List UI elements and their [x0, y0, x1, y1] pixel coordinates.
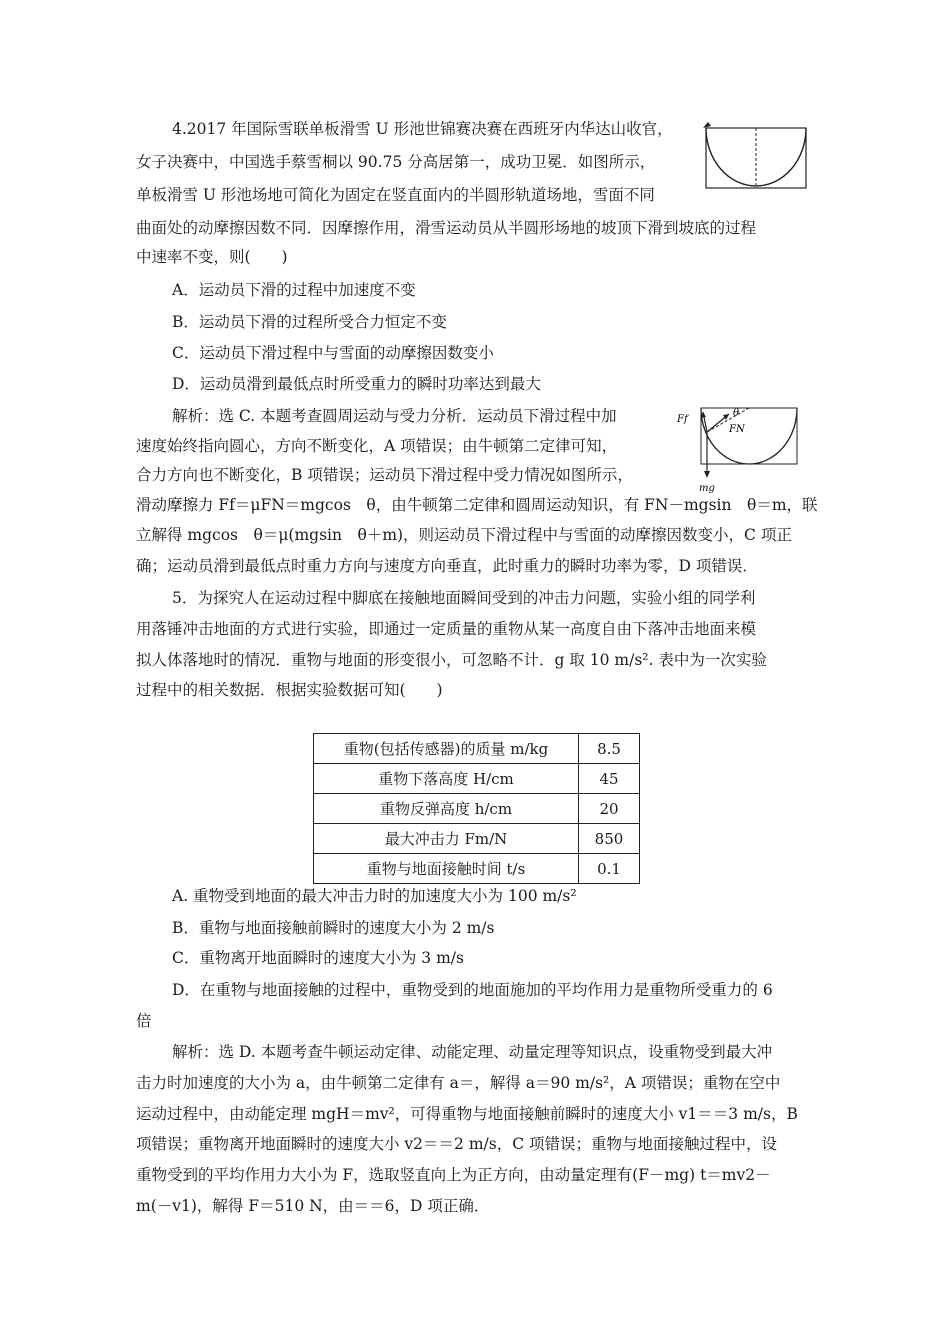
table-value-cell: 20: [579, 794, 640, 824]
q4-option-a: A．运动员下滑的过程中加速度不变: [172, 281, 416, 299]
q5-analysis-line-2: 击力时加速度的大小为 a，由牛顿第二定律有 a＝，解得 a＝90 m/s²，A 项错误；重物在空中: [136, 1074, 781, 1092]
q4-analysis-line-3: 合力方向也不断变化，B 项错误；运动员下滑过程中受力情况如图所示，: [136, 466, 633, 484]
q4-analysis-line-5: 立解得 mgcos θ＝μ(mgsin θ＋m)，则运动员下滑过程中与雪面的动摩擦因数变小，C 项正: [136, 526, 792, 544]
q5-stem-line-2: 用落锤冲击地面的方式进行实验，即通过一定质量的重物从某一高度自由下落冲击地面来模: [136, 620, 757, 638]
q5-stem-line-1: 5．为探究人在运动过程中脚底在接触地面瞬间受到的冲击力问题，实验小组的同学利: [172, 589, 756, 607]
q5-analysis-line-4: 项错误；重物离开地面瞬时的速度大小 v2＝＝2 m/s，C 项错误；重物与地面接触过程中，设: [136, 1135, 777, 1153]
table-value-cell: 0.1: [579, 854, 640, 884]
q5-option-d: D．在重物与地面接触的过程中，重物受到的地面施加的平均作用力是重物所受重力的 6: [172, 981, 773, 999]
q5-analysis-line-1: 解析：选 D. 本题考查牛顿运动定律、动能定理、动量定理等知识点，设重物受到最大冲: [172, 1043, 773, 1061]
table-value-cell: 8.5: [579, 734, 640, 764]
q4-analysis-line-4: 滑动摩擦力 Ff＝μFN＝mgcos θ，由牛顿第二定律和圆周运动知识，有 FN－mgsin θ＝m，联: [136, 496, 818, 514]
q5-stem-line-3: 拟人体落地时的情况．重物与地面的形变很小，可忽略不计．g 取 10 m/s². 表中为一次实验: [136, 651, 767, 669]
table-row: [314, 824, 640, 854]
q4-analysis-line-6: 确；运动员滑到最低点时重力方向与速度方向垂直，此时重力的瞬时功率为零，D 项错误．: [136, 557, 758, 575]
q4-analysis-line-1: 解析：选 C. 本题考查圆周运动与受力分析．运动员下滑过程中加: [172, 407, 617, 425]
normal-force-label: FN: [729, 424, 745, 435]
angle-label: θ: [733, 408, 740, 419]
table-row: [314, 854, 640, 884]
q5-analysis-line-6: m(－v1)，解得 F＝510 N，由＝＝6，D 项正确．: [136, 1197, 490, 1215]
skier-icon: [703, 122, 711, 128]
q5-stem-line-4: 过程中的相关数据．根据实验数据可知( ): [136, 681, 443, 699]
table-value-cell: 850: [579, 824, 640, 854]
q4-analysis-line-2: 速度始终指向圆心，方向不断变化，A 项错误；由牛顿第二定律可知，: [136, 437, 618, 455]
table-quantity-cell: 重物下落高度 H/cm: [314, 764, 579, 794]
q4-option-c: C．运动员下滑过程中与雪面的动摩擦因数变小: [172, 344, 494, 362]
table-row: [314, 734, 640, 764]
q4-option-d: D．运动员滑到最低点时所受重力的瞬时功率达到最大: [172, 375, 541, 393]
table-quantity-cell: 重物反弹高度 h/cm: [314, 794, 579, 824]
friction-label: Ff: [677, 414, 688, 425]
q4-stem-line-2: 女子决赛中，中国选手蔡雪桐以 90.75 分高居第一，成功卫冕．如图所示，: [136, 153, 656, 171]
table-row: [314, 764, 640, 794]
experiment-data-table: [313, 733, 640, 884]
table-value-cell: 45: [579, 764, 640, 794]
q5-option-b: B．重物与地面接触前瞬时的速度大小为 2 m/s: [172, 919, 495, 937]
q4-stem-line-1: 4.2017 年国际雪联单板滑雪 U 形池世锦赛决赛在西班牙内华达山收官，: [172, 120, 673, 138]
table-quantity-cell: 重物(包括传感器)的质量 m/kg: [314, 734, 579, 764]
q5-analysis-line-5: 重物受到的平均作用力大小为 F，选取竖直向上为正方向，由动量定理有(F－mg) t＝mv2－: [136, 1166, 771, 1184]
q5-analysis-line-3: 运动过程中，由动能定理 mgH＝mv²，可得重物与地面接触前瞬时的速度大小 v1＝＝3 m/s，B: [136, 1105, 798, 1123]
q5-option-c: C．重物离开地面瞬时的速度大小为 3 m/s: [172, 949, 464, 967]
table-quantity-cell: 最大冲击力 Fm/N: [314, 824, 579, 854]
q4-stem-line-5: 中速率不变，则( ): [136, 248, 288, 266]
table-quantity-cell: 重物与地面接触时间 t/s: [314, 854, 579, 884]
q4-stem-line-4: 曲面处的动摩擦因数不同．因摩擦作用，滑雪运动员从半圆形场地的坡顶下滑到坡底的过程: [136, 219, 757, 237]
gravity-label: mg: [699, 483, 715, 494]
half-pipe-figure: [700, 120, 810, 192]
force-diagram: [673, 402, 803, 494]
q5-option-a: A. 重物受到地面的最大冲击力时的加速度大小为 100 m/s²: [172, 887, 577, 905]
q4-stem-line-3: 单板滑雪 U 形池场地可简化为固定在竖直面内的半圆形轨道场地，雪面不同: [136, 186, 655, 204]
table-row: [314, 794, 640, 824]
q5-option-d-cont: 倍: [136, 1012, 152, 1030]
q4-option-b: B．运动员下滑的过程所受合力恒定不变: [172, 313, 447, 331]
